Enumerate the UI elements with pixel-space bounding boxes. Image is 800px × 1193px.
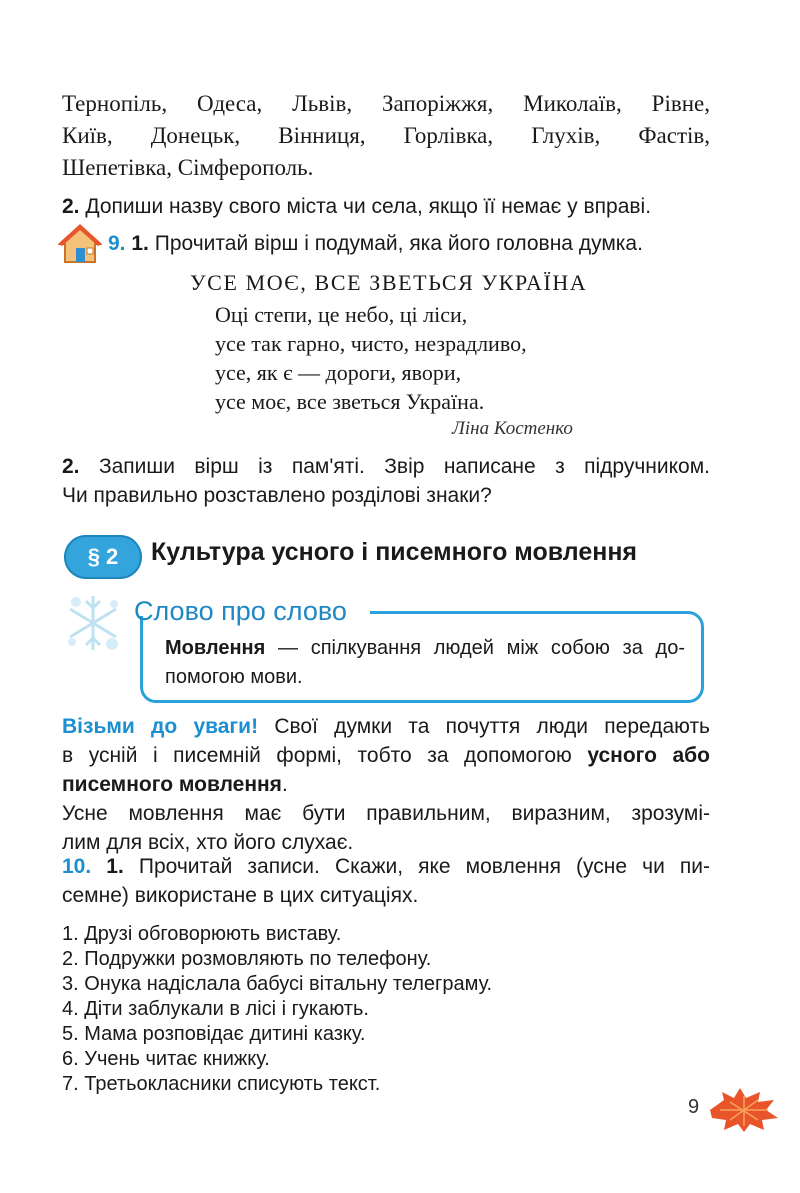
task-number: 2. xyxy=(62,455,80,478)
task-text: Прочитай вірш і подумай, яка його головна думка. xyxy=(154,232,643,255)
poem-line: Оці степи, це небо, ці ліси, xyxy=(215,302,468,327)
poem-line: усе так гарно, чисто, незрадливо, xyxy=(215,331,527,356)
definition-text-line: помогою мови. xyxy=(165,666,303,688)
leaf-icon xyxy=(704,1086,784,1134)
note-lead: Візьми до уваги! xyxy=(62,715,259,738)
task-text: Запиши вірш із пам'яті. Звір написане з підручником. xyxy=(98,455,710,478)
home-icon xyxy=(58,222,102,266)
city-list-line: Шепетівка, Сімферополь. xyxy=(62,155,314,180)
list-item: 1. Друзі обговорюють виставу. xyxy=(62,923,342,945)
page-number: 9 xyxy=(688,1096,700,1118)
definition-text-line: — спілкування людей між собою за до- xyxy=(265,637,685,659)
list-item: 5. Мама розповідає дитині казку. xyxy=(62,1023,366,1045)
note-text: Свої думки та почуття люди передають xyxy=(258,715,710,738)
poem-title: УСЕ МОЄ, ВСЕ ЗВЕТЬСЯ УКРАЇНА xyxy=(190,270,588,295)
snowflake-icon xyxy=(62,592,124,654)
note-text: . xyxy=(281,773,288,796)
section-title: Культура усного і писемного мовлення xyxy=(151,538,638,566)
task-text: Прочитай записи. Скажи, яке мовлення (усне чи пи- xyxy=(138,855,710,878)
city-list-line: Тернопіль, Одеса, Львів, Запоріжжя, Миколаїв, Рівне, xyxy=(62,91,710,116)
city-list-line: Київ, Донецьк, Вінниця, Горлівка, Глухів, Фастів, xyxy=(62,123,710,148)
exercise-8-task-2 xyxy=(62,192,710,221)
poem-line: усе, як є — дороги, явори, xyxy=(215,360,462,385)
list-item: 7. Третьокласники списують текст. xyxy=(62,1073,381,1095)
note-text: лим для всіх, хто його слухає. xyxy=(62,831,354,854)
list-item: 2. Подружки розмовляють по телефону. xyxy=(62,948,432,970)
list-item: 4. Діти заблукали в лісі і гукають. xyxy=(62,998,369,1020)
situations-list xyxy=(62,922,492,1097)
exercise-number: 10. xyxy=(62,855,92,878)
task-text: Допиши назву свого міста чи села, якщо її немає у вправі. xyxy=(85,195,652,218)
note-text: Усне мовлення має бути правильним, виразним, зрозумі- xyxy=(62,802,710,825)
task-text: семне) використане в цих ситуаціях. xyxy=(62,884,419,907)
exercise-9-task-2 xyxy=(62,452,710,510)
task-number: 2. xyxy=(62,195,80,218)
task-number: 1. xyxy=(131,232,149,255)
city-list xyxy=(62,88,710,184)
word-box-title: Слово про слово xyxy=(134,596,347,626)
definition-term: Мовлення xyxy=(165,637,266,659)
definition-text xyxy=(165,634,685,692)
task-text: Чи правильно розставлено розділові знаки? xyxy=(62,484,492,507)
exercise-number: 9. xyxy=(108,232,126,255)
poem-author: Ліна Костенко xyxy=(452,418,573,439)
note-bold: писемного мовлення xyxy=(62,773,282,796)
poem-line: усе моє, все зветься Україна. xyxy=(215,389,485,414)
list-item: 3. Онука надіслала бабусі вітальну телеграму. xyxy=(62,973,493,995)
task-number: 1. xyxy=(106,855,124,878)
note-bold: усного або xyxy=(587,744,710,767)
section-badge: § 2 xyxy=(64,535,142,579)
list-item: 6. Учень читає книжку. xyxy=(62,1048,270,1070)
note-text: в усній і писемній формі, тобто за допомогою xyxy=(62,744,588,767)
exercise-10-task-1 xyxy=(62,852,710,910)
note-block xyxy=(62,712,710,857)
exercise-9-task-1 xyxy=(108,229,643,258)
